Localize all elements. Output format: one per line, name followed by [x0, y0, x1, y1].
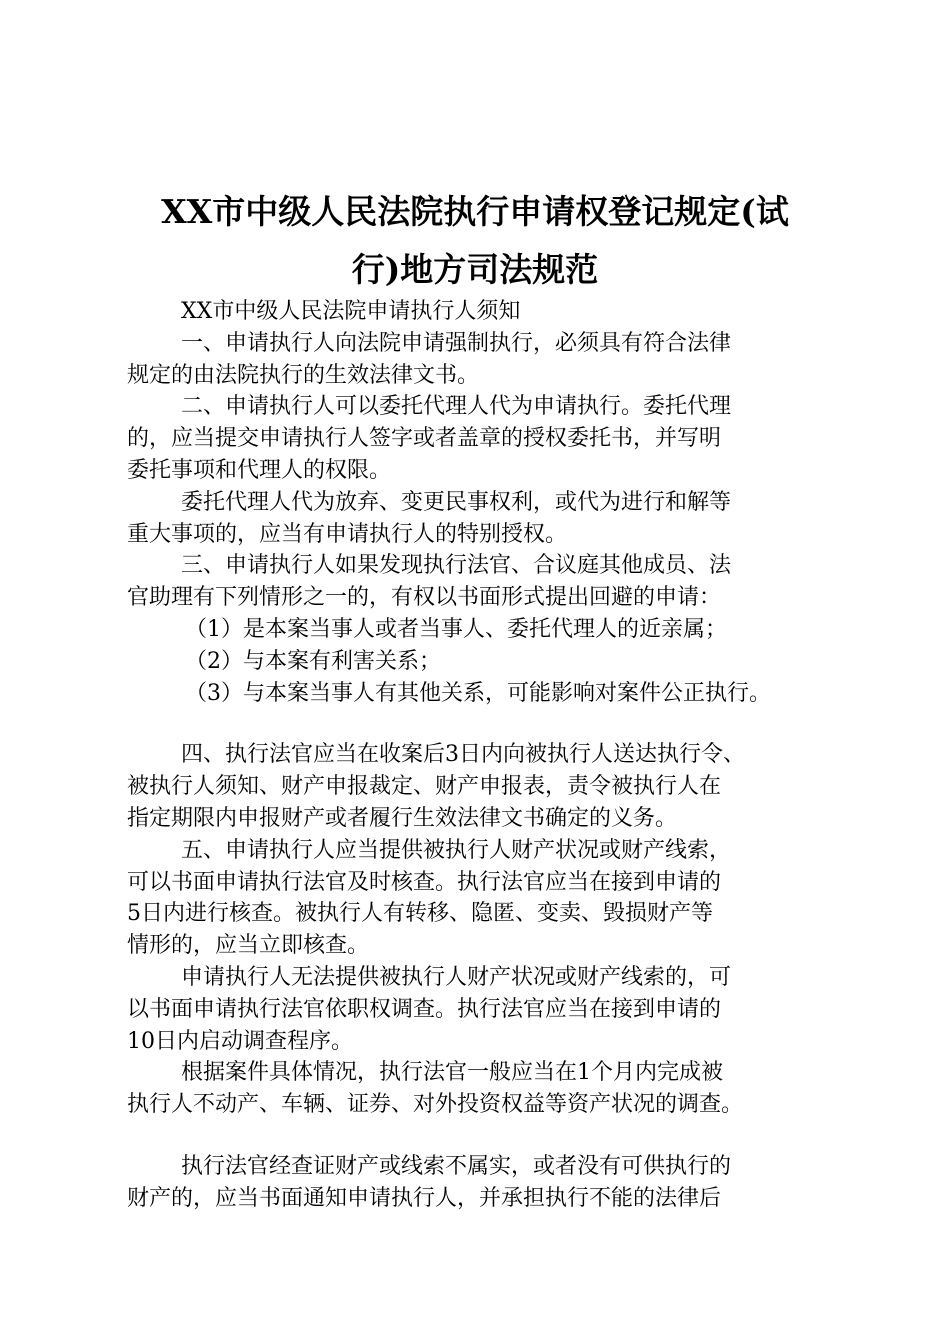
document-body	[127, 296, 837, 1215]
paragraph-line: 官助理有下列情形之一的，有权以书面形式提出回避的申请：	[127, 585, 722, 611]
list-item: （2）与本案有利害关系；	[185, 648, 441, 674]
paragraph-line: 四、执行法官应当在收案后3日内向被执行人送达执行令、	[181, 742, 745, 768]
paragraph-line: 重大事项的，应当有申请执行人的特别授权。	[127, 521, 568, 547]
paragraph-line: 以书面申请执行法官依职权调查。执行法官应当在接到申请的	[127, 996, 722, 1022]
paragraph-line: 5日内进行核查。被执行人有转移、隐匿、变卖、毁损财产等	[127, 901, 713, 927]
paragraph-line: 根据案件具体情况，执行法官一般应当在1个月内完成被	[181, 1060, 723, 1086]
paragraph-line: 三、申请执行人如果发现执行法官、合议庭其他成员、法	[181, 553, 732, 579]
paragraph-line: 10日内启动调查程序。	[127, 1028, 353, 1054]
paragraph-line: 委托事项和代理人的权限。	[127, 457, 392, 483]
paragraph-line: 申请执行人无法提供被执行人财产状况或财产线索的，可	[181, 964, 732, 990]
notice-heading: XX市中级人民法院申请执行人须知	[181, 299, 521, 324]
paragraph-line: 情形的，应当立即核查。	[127, 933, 370, 959]
paragraph-line: 一、申请执行人向法院申请强制执行，必须具有符合法律	[181, 330, 732, 356]
list-item: （1）是本案当事人或者当事人、委托代理人的近亲属；	[185, 616, 727, 642]
paragraph-line: 执行人不动产、车辆、证券、对外投资权益等资产状况的调查。	[127, 1092, 744, 1118]
document-title-line-2: 行)地方司法规范	[351, 250, 599, 289]
paragraph-line: 委托代理人代为放弃、变更民事权利，或代为进行和解等	[181, 489, 732, 515]
paragraph-line: 财产的，应当书面通知申请执行人，并承担执行不能的法律后	[127, 1185, 722, 1211]
paragraph-line: 被执行人须知、财产申报裁定、财产申报表，责令被执行人在	[127, 774, 722, 800]
list-item: （3）与本案当事人有其他关系，可能影响对案件公正执行。	[185, 680, 771, 706]
paragraph-line: 二、申请执行人可以委托代理人代为申请执行。委托代理	[181, 394, 732, 420]
paragraph-line: 的，应当提交申请执行人签字或者盖章的授权委托书，并写明	[127, 426, 722, 452]
paragraph-line: 可以书面申请执行法官及时核查。执行法官应当在接到申请的	[127, 869, 722, 895]
paragraph-line: 五、申请执行人应当提供被执行人财产状况或财产线索，	[181, 837, 732, 863]
paragraph-gap	[127, 709, 837, 739]
paragraph-gap	[127, 1121, 837, 1151]
document-title-line-1: XX市中级人民法院执行申请权登记规定(试	[161, 192, 789, 231]
paragraph-line: 规定的由法院执行的生效法律文书。	[127, 362, 480, 388]
paragraph-line: 执行法官经查证财产或线索不属实，或者没有可供执行的	[181, 1153, 732, 1179]
paragraph-line: 指定期限内申报财产或者履行生效法律文书确定的义务。	[127, 805, 678, 831]
